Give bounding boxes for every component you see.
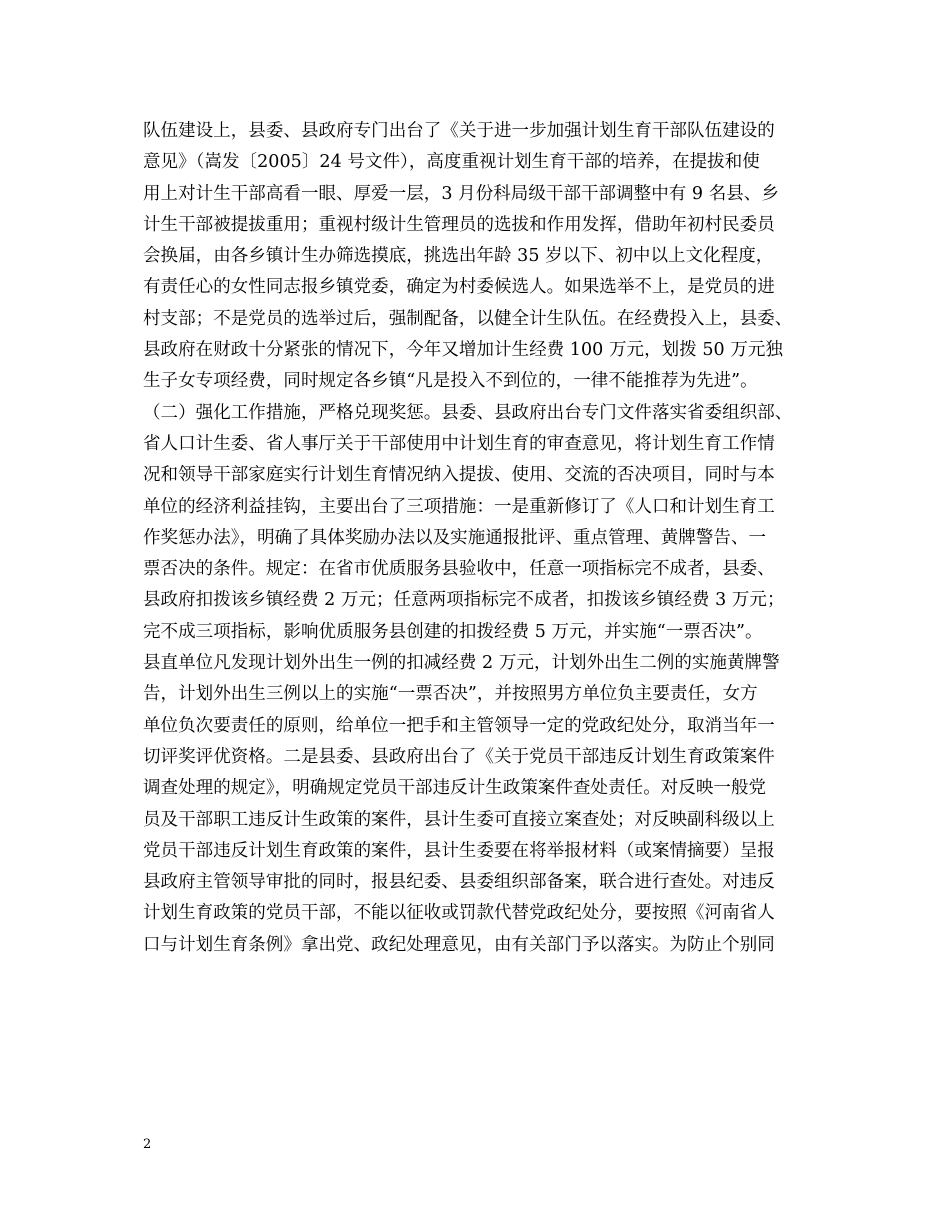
- body-text: [143, 116, 843, 961]
- text-line: 生子女专项经费，同时规定各乡镇“凡是投入不到位的，一律不能推荐为先进”。: [143, 371, 758, 392]
- text-line: 县直单位凡发现计划外出生一例的扣减经费 2 万元，计划外出生二例的实施黄牌警: [143, 653, 780, 674]
- text-line: 告，计划外出生三例以上的实施“一票否决”，并按照男方单位负主要责任，女方: [143, 684, 758, 705]
- text-line: 会换届，由各乡镇计生办筛选摸底，挑选出年龄 35 岁以下、初中以上文化程度，: [143, 246, 774, 267]
- text-line: 省人口计生委、省人事厅关于干部使用中计划生育的审查意见，将计划生育工作情: [143, 433, 775, 454]
- text-line: 员及干部职工违反计生政策的案件，县计生委可直接立案查处；对反映副科级以上: [143, 809, 775, 830]
- text-line: 完不成三项指标，影响优质服务县创建的扣拨经费 5 万元，并实施“一票否决”。: [143, 621, 763, 642]
- text-line: 村支部；不是党员的选举过后，强制配备，以健全计生队伍。在经费投入上，县委、: [143, 308, 793, 329]
- text-line: 党员干部违反计划生育政策的案件，县计生委要在将举报材料（或案情摘要）呈报: [143, 840, 775, 861]
- page-number: 2: [143, 1137, 152, 1152]
- text-line: 用上对计生干部高看一眼、厚爱一层，3 月份科局级干部干部调整中有 9 名县、乡: [143, 183, 779, 204]
- text-line: 意见》（嵩发〔2005〕24 号文件），高度重视计划生育干部的培养，在提拔和使: [143, 152, 760, 173]
- text-line: 计生干部被提拔重用；重视村级计生管理员的选拔和作用发挥，借助年初村民委员: [143, 214, 775, 235]
- text-line: 单位负次要责任的原则，给单位一把手和主管领导一定的党政纪处分，取消当年一: [143, 715, 775, 736]
- text-line: 切评奖评优资格。二是县委、县政府出台了《关于党员干部违反计划生育政策案件: [143, 746, 775, 767]
- text-line: 县政府主管领导审批的同时，报县纪委、县委组织部备案，联合进行查处。对违反: [143, 872, 775, 893]
- text-line: 单位的经济利益挂钩，主要出台了三项措施：一是重新修订了《人口和计划生育工: [143, 496, 775, 517]
- text-line: 有责任心的女性同志报乡镇党委，确定为村委候选人。如果选举不上，是党员的进: [143, 277, 775, 298]
- text-line: 队伍建设上，县委、县政府专门出台了《关于进一步加强计划生育干部队伍建设的: [143, 121, 775, 141]
- text-line: 县政府在财政十分紧张的情况下，今年又增加计生经费 100 万元，划拨 50 万元独: [143, 340, 783, 361]
- text-line: 计划生育政策的党员干部，不能以征收或罚款代替党政纪处分，要按照《河南省人: [143, 903, 775, 924]
- text-line: 口与计划生育条例》拿出党、政纪处理意见，由有关部门予以落实。为防止个别同: [143, 934, 775, 955]
- text-line: 票否决的条件。规定：在省市优质服务县验收中，任意一项指标完不成者，县委、: [143, 559, 775, 580]
- text-line: 调查处理的规定》，明确规定党员干部违反计生政策案件查处责任。对反映一般党: [143, 778, 767, 799]
- text-line: （二）强化工作措施，严格兑现奖惩。县委、县政府出台专门文件落实省委组织部、: [143, 402, 793, 423]
- text-line: 作奖惩办法》，明确了具体奖励办法以及实施通报批评、重点管理、黄牌警告、一: [143, 527, 767, 548]
- text-line: 况和领导干部家庭实行计划生育情况纳入提拔、使用、交流的否决项目，同时与本: [143, 465, 775, 486]
- text-line: 县政府扣拨该乡镇经费 2 万元；任意两项指标完不成者，扣拨该乡镇经费 3 万元；: [143, 590, 785, 611]
